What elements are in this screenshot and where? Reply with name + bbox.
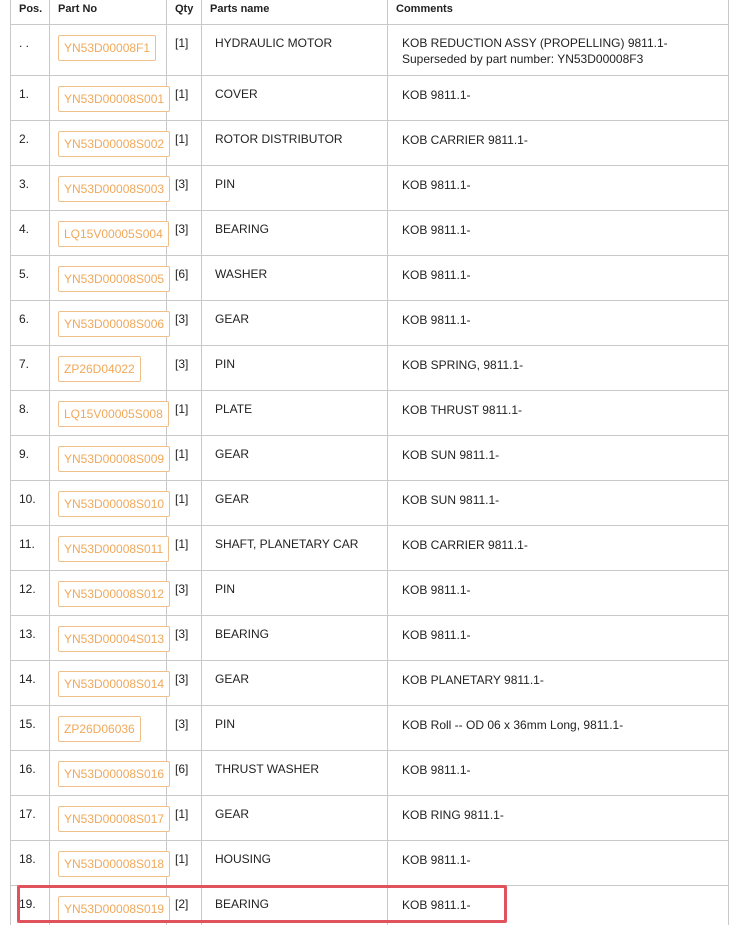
header-comments: Comments xyxy=(388,0,729,24)
row-parts-name: HYDRAULIC MOTOR xyxy=(202,24,388,75)
row-parts-name: WASHER xyxy=(202,255,388,300)
row-qty: [1] xyxy=(167,390,202,435)
part-number-button[interactable]: YN53D00008S006 xyxy=(58,311,170,337)
row-parts-name: GEAR xyxy=(202,795,388,840)
table-row xyxy=(11,570,729,615)
row-part-no-cell xyxy=(50,705,167,750)
table-row xyxy=(11,120,729,165)
row-comment: KOB REDUCTION ASSY (PROPELLING) 9811.1- Superseded by part number: YN53D00008F3 xyxy=(388,24,729,75)
table-header-row xyxy=(11,0,729,24)
row-qty: [1] xyxy=(167,525,202,570)
row-comment: KOB 9811.1- xyxy=(388,255,729,300)
row-comment: KOB SUN 9811.1- xyxy=(388,435,729,480)
row-comment: KOB 9811.1- xyxy=(388,885,729,925)
part-number-button[interactable]: ZP26D06036 xyxy=(58,716,141,742)
row-parts-name: THRUST WASHER xyxy=(202,750,388,795)
part-number-button[interactable]: YN53D00008S011 xyxy=(58,536,169,562)
row-part-no-cell xyxy=(50,435,167,480)
row-parts-name: BEARING xyxy=(202,885,388,925)
row-part-no-cell xyxy=(50,840,167,885)
row-pos: 13. xyxy=(11,615,50,660)
table-row xyxy=(11,255,729,300)
row-part-no-cell xyxy=(50,75,167,120)
row-comment: KOB 9811.1- xyxy=(388,300,729,345)
part-number-button[interactable]: YN53D00008S003 xyxy=(58,176,170,202)
row-pos: 1. xyxy=(11,75,50,120)
row-comment: KOB 9811.1- xyxy=(388,570,729,615)
row-qty: [1] xyxy=(167,75,202,120)
part-number-button[interactable]: YN53D00008S017 xyxy=(58,806,170,832)
header-qty: Qty xyxy=(167,0,202,24)
part-number-button[interactable]: YN53D00008S014 xyxy=(58,671,170,697)
row-pos: 15. xyxy=(11,705,50,750)
row-comment: KOB CARRIER 9811.1- xyxy=(388,120,729,165)
row-parts-name: GEAR xyxy=(202,435,388,480)
table-row xyxy=(11,705,729,750)
row-pos: 18. xyxy=(11,840,50,885)
row-part-no-cell xyxy=(50,345,167,390)
row-parts-name: COVER xyxy=(202,75,388,120)
row-part-no-cell xyxy=(50,480,167,525)
row-parts-name: GEAR xyxy=(202,300,388,345)
part-number-button[interactable]: YN53D00008F1 xyxy=(58,35,156,61)
row-pos: 11. xyxy=(11,525,50,570)
row-parts-name: PIN xyxy=(202,570,388,615)
part-number-button[interactable]: ZP26D04022 xyxy=(58,356,141,382)
row-comment: KOB 9811.1- xyxy=(388,840,729,885)
row-qty: [3] xyxy=(167,300,202,345)
row-qty: [3] xyxy=(167,570,202,615)
row-parts-name: HOUSING xyxy=(202,840,388,885)
row-part-no-cell xyxy=(50,525,167,570)
row-qty: [3] xyxy=(167,615,202,660)
part-number-button[interactable]: LQ15V00005S008 xyxy=(58,401,169,427)
table-row xyxy=(11,300,729,345)
row-comment: KOB PLANETARY 9811.1- xyxy=(388,660,729,705)
header-part-no: Part No xyxy=(50,0,167,24)
row-pos: 16. xyxy=(11,750,50,795)
row-qty: [3] xyxy=(167,705,202,750)
table-row xyxy=(11,75,729,120)
row-parts-name: PIN xyxy=(202,165,388,210)
row-pos: 3. xyxy=(11,165,50,210)
row-comment: KOB CARRIER 9811.1- xyxy=(388,525,729,570)
row-pos: 4. xyxy=(11,210,50,255)
row-qty: [1] xyxy=(167,840,202,885)
table-row xyxy=(11,480,729,525)
row-qty: [1] xyxy=(167,120,202,165)
part-number-button[interactable]: YN53D00008S005 xyxy=(58,266,170,292)
table-row xyxy=(11,750,729,795)
row-part-no-cell xyxy=(50,885,167,925)
row-part-no-cell xyxy=(50,24,167,75)
row-parts-name: PLATE xyxy=(202,390,388,435)
row-comment: KOB THRUST 9811.1- xyxy=(388,390,729,435)
part-number-button[interactable]: YN53D00008S012 xyxy=(58,581,170,607)
row-comment: KOB 9811.1- xyxy=(388,165,729,210)
row-parts-name: PIN xyxy=(202,345,388,390)
row-qty: [1] xyxy=(167,435,202,480)
row-part-no-cell xyxy=(50,795,167,840)
row-pos: 6. xyxy=(11,300,50,345)
row-pos: 12. xyxy=(11,570,50,615)
row-qty: [1] xyxy=(167,480,202,525)
row-comment: KOB RING 9811.1- xyxy=(388,795,729,840)
row-part-no-cell xyxy=(50,660,167,705)
part-number-button[interactable]: YN53D00008S009 xyxy=(58,446,170,472)
row-comment: KOB 9811.1- xyxy=(388,615,729,660)
part-number-button[interactable]: YN53D00004S013 xyxy=(58,626,170,652)
row-parts-name: PIN xyxy=(202,705,388,750)
row-qty: [6] xyxy=(167,750,202,795)
row-pos: 17. xyxy=(11,795,50,840)
part-number-button[interactable]: LQ15V00005S004 xyxy=(58,221,169,247)
row-comment: KOB SUN 9811.1- xyxy=(388,480,729,525)
row-pos: 10. xyxy=(11,480,50,525)
row-qty: [3] xyxy=(167,165,202,210)
row-parts-name: BEARING xyxy=(202,615,388,660)
row-qty: [1] xyxy=(167,24,202,75)
row-comment: KOB Roll -- OD 06 x 36mm Long, 9811.1- xyxy=(388,705,729,750)
row-pos: 9. xyxy=(11,435,50,480)
row-part-no-cell xyxy=(50,390,167,435)
table-row xyxy=(11,24,729,75)
row-parts-name: BEARING xyxy=(202,210,388,255)
row-qty: [3] xyxy=(167,660,202,705)
table-row xyxy=(11,795,729,840)
part-number-button[interactable]: YN53D00008S002 xyxy=(58,131,170,157)
row-parts-name: SHAFT, PLANETARY CAR xyxy=(202,525,388,570)
table-row xyxy=(11,210,729,255)
table-row xyxy=(11,615,729,660)
row-part-no-cell xyxy=(50,120,167,165)
part-number-button[interactable]: YN53D00008S010 xyxy=(58,491,170,517)
row-pos: 2. xyxy=(11,120,50,165)
row-part-no-cell xyxy=(50,300,167,345)
row-qty: [2] xyxy=(167,885,202,925)
header-parts-name: Parts name xyxy=(202,0,388,24)
row-part-no-cell xyxy=(50,255,167,300)
table-row xyxy=(11,345,729,390)
row-comment: KOB 9811.1- xyxy=(388,210,729,255)
table-row xyxy=(11,390,729,435)
row-comment: KOB SPRING, 9811.1- xyxy=(388,345,729,390)
row-pos: 5. xyxy=(11,255,50,300)
part-number-button[interactable]: YN53D00008S001 xyxy=(58,86,170,112)
part-number-button[interactable]: YN53D00008S019 xyxy=(58,896,170,922)
row-parts-name: GEAR xyxy=(202,480,388,525)
table-row xyxy=(11,165,729,210)
table-row xyxy=(11,435,729,480)
row-part-no-cell xyxy=(50,750,167,795)
row-qty: [6] xyxy=(167,255,202,300)
row-qty: [1] xyxy=(167,795,202,840)
row-pos: 19. xyxy=(11,885,50,925)
row-pos: 7. xyxy=(11,345,50,390)
table-row xyxy=(11,885,729,925)
row-pos: 14. xyxy=(11,660,50,705)
row-pos: 8. xyxy=(11,390,50,435)
row-part-no-cell xyxy=(50,210,167,255)
row-parts-name: ROTOR DISTRIBUTOR xyxy=(202,120,388,165)
table-row xyxy=(11,660,729,705)
part-number-button[interactable]: YN53D00008S018 xyxy=(58,851,170,877)
row-part-no-cell xyxy=(50,615,167,660)
row-part-no-cell xyxy=(50,165,167,210)
row-comment: KOB 9811.1- xyxy=(388,750,729,795)
table-row xyxy=(11,840,729,885)
row-qty: [3] xyxy=(167,210,202,255)
header-pos: Pos. xyxy=(11,0,50,24)
table-row xyxy=(11,525,729,570)
row-parts-name: GEAR xyxy=(202,660,388,705)
row-comment: KOB 9811.1- xyxy=(388,75,729,120)
part-number-button[interactable]: YN53D00008S016 xyxy=(58,761,170,787)
row-qty: [3] xyxy=(167,345,202,390)
parts-table xyxy=(10,0,729,925)
row-pos: . . xyxy=(11,24,50,75)
row-part-no-cell xyxy=(50,570,167,615)
